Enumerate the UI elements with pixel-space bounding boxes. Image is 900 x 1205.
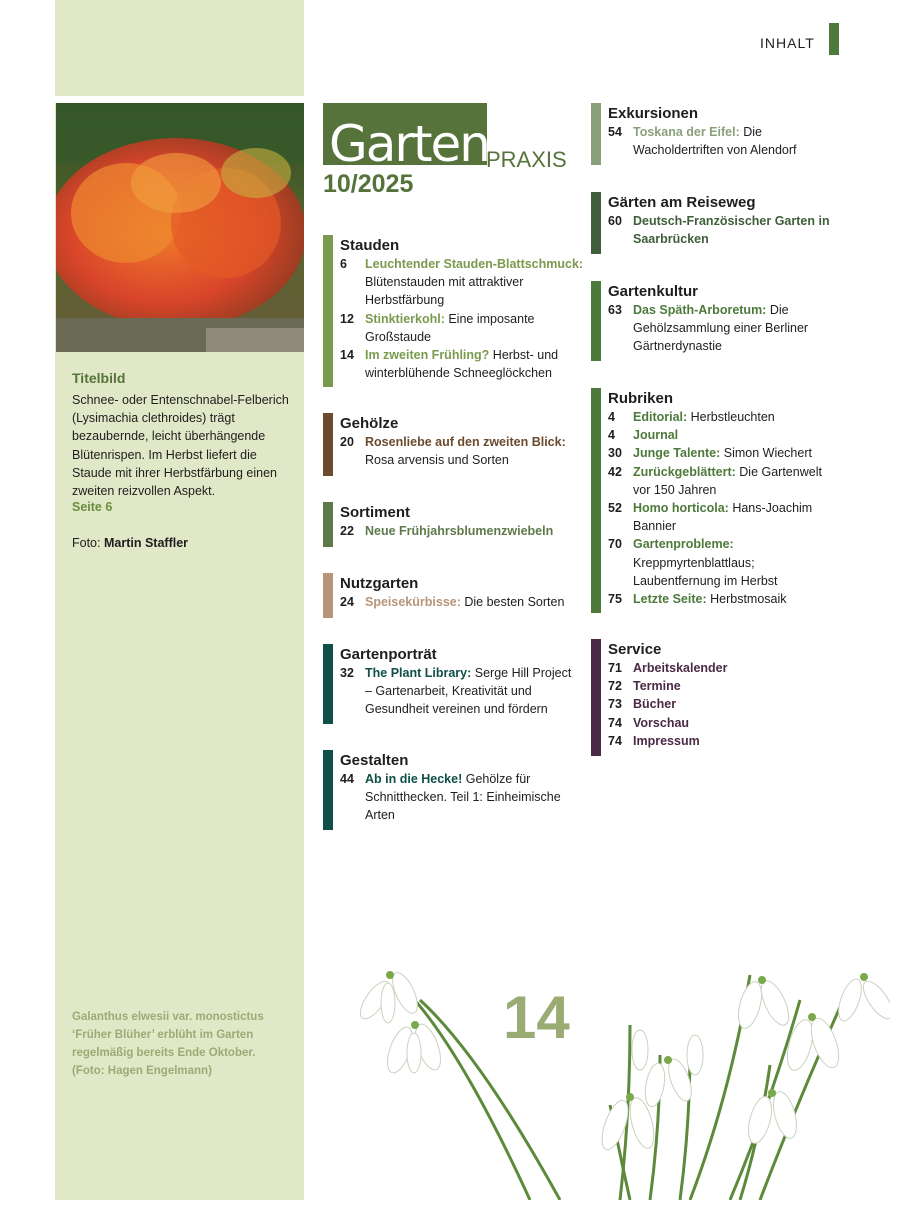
toc-article-title: Termine [633, 679, 681, 694]
issue-number: 10/2025 [323, 170, 414, 198]
section-color-bar [591, 103, 601, 165]
toc-article-description: Herbstmosaik [706, 592, 787, 607]
credit-label: Foto: [72, 536, 101, 550]
toc-page-number: 72 [608, 679, 622, 694]
section-title: Stauden [340, 237, 400, 254]
toc-article-description: Kreppmyrtenblattlaus; Laubentfernung im Herbst [633, 555, 778, 588]
section-marker [829, 23, 839, 55]
toc-page-number: 74 [608, 715, 622, 730]
toc-entry[interactable] [608, 732, 848, 750]
toc-entry[interactable] [608, 590, 838, 608]
toc-entry[interactable] [608, 499, 838, 535]
toc-entry[interactable] [608, 535, 838, 590]
section-color-bar [323, 644, 333, 724]
toc-page-number: 20 [340, 435, 354, 449]
toc-page-number: 73 [608, 697, 622, 712]
section-title: Gartenporträt [340, 646, 437, 663]
toc-entry[interactable] [340, 770, 590, 825]
section-title: Service [608, 641, 662, 658]
page-number: 14 [503, 984, 570, 1051]
toc-article-title: Editorial: [633, 410, 688, 424]
section-nutzgarten [323, 573, 590, 618]
toc-entry[interactable] [340, 310, 585, 346]
toc-article-title: Das Späth-Arboretum: [633, 303, 767, 317]
toc-article-title: Neue Frühjahrsblumenzwiebeln [365, 524, 554, 538]
toc-article-title: Leuchtender Stauden-Blattschmuck: [365, 257, 584, 271]
section-title: Gartenkultur [608, 283, 699, 300]
section-gartenportraet [323, 644, 580, 724]
toc-page-number: 42 [608, 464, 622, 479]
toc-article-description: Die Gartenwelt vor 150 Jahren [633, 464, 822, 497]
toc-page-number: 12 [340, 311, 354, 326]
cover-description: Schnee- oder Entenschnabel-Felberich (Lysimachia clethroides) trägt bezaubernde, leicht überhängende Blütenrispen. Im Herbst liefert die Staude mit ihrer Herbstfärbung einen zweiten reizvollen Aspekt. [72, 393, 289, 499]
toc-entry[interactable] [608, 677, 848, 695]
section-exkursionen [591, 103, 853, 165]
toc-page-number: 30 [608, 446, 622, 461]
toc-article-description: Serge Hill Project – Gartenarbeit, Kreativität und Gesundheit vereinen und fördern [365, 666, 572, 717]
toc-article-description: Die Wacholdertriften von Alendorf [633, 125, 797, 158]
toc-entry[interactable] [340, 255, 585, 310]
toc-article-title: Arbeitskalender [633, 661, 728, 675]
toc-page-number: 75 [608, 592, 622, 607]
cover-photo-credit [72, 536, 188, 550]
section-color-bar [591, 388, 601, 613]
toc-page-number: 71 [608, 661, 622, 675]
section-color-bar [323, 502, 333, 547]
toc-article-title: Impressum [633, 733, 700, 748]
section-color-bar [323, 750, 333, 830]
toc-article-description: Blütenstauden mit attraktiver Herbstfärbung [365, 275, 524, 308]
toc-page-number: 24 [340, 595, 354, 609]
cover-title: Titelbild [72, 370, 126, 386]
toc-page-number: 6 [340, 257, 347, 271]
toc-article-description: Simon Wiechert [720, 446, 812, 461]
toc-article-title: Speisekürbisse: [365, 595, 461, 609]
toc-entry[interactable] [340, 346, 585, 382]
toc-article-description: Herbst- und winterblühende Schneeglöckchen [365, 348, 559, 381]
toc-entry[interactable] [608, 444, 838, 462]
section-color-bar [323, 413, 333, 476]
toc-article-title: Gartenprobleme: [633, 537, 734, 552]
toc-page-number: 54 [608, 125, 622, 139]
section-rubriken [591, 388, 838, 613]
section-title: Gehölze [340, 415, 399, 432]
toc-article-description: Hans-Joachim Bannier [633, 501, 813, 534]
logo-praxis: PRAXIS [486, 147, 567, 172]
toc-page-number: 52 [608, 501, 622, 516]
toc-page-number: 74 [608, 733, 622, 748]
section-stauden [323, 235, 585, 387]
toc-page-number: 22 [340, 524, 354, 538]
section-service [591, 639, 848, 756]
toc-article-title: Ab in die Hecke! [365, 772, 463, 786]
section-title: Gärten am Reiseweg [608, 194, 756, 211]
section-title: Exkursionen [608, 105, 699, 122]
toc-entry[interactable] [608, 714, 848, 732]
toc-article-title: Rosenliebe auf den zweiten Blick: [365, 435, 566, 449]
section-gehoelze [323, 413, 590, 476]
toc-page-number: 14 [340, 348, 354, 363]
logo-garten: Garten [329, 115, 489, 173]
section-color-bar [591, 281, 601, 361]
toc-page-number: 4 [608, 410, 615, 424]
toc-entry[interactable] [340, 664, 580, 719]
toc-article-title: Vorschau [633, 715, 690, 730]
section-color-bar [591, 639, 601, 756]
section-title: Gestalten [340, 752, 409, 769]
section-gartenkultur [591, 281, 843, 361]
toc-article-title: Deutsch-Französischer Garten in Saarbrücken [633, 214, 830, 247]
section-gestalten [323, 750, 590, 830]
cover-photo [56, 103, 304, 352]
toc-article-title: The Plant Library: [365, 666, 472, 680]
toc-entry[interactable] [340, 433, 590, 469]
credit-name: Martin Staffler [103, 536, 189, 550]
toc-article-description: Die besten Sorten [460, 595, 565, 609]
section-sortiment [323, 502, 590, 547]
toc-article-title: Toskana der Eifel: [633, 125, 740, 139]
snowdrops-illustration [330, 945, 890, 1205]
sidebar-divider [55, 96, 304, 103]
toc-article-title: Letzte Seite: [633, 592, 707, 607]
toc-article-title: Junge Talente: [633, 446, 721, 461]
section-gaerten-am-reiseweg [591, 192, 853, 254]
toc-entry[interactable] [608, 426, 838, 444]
toc-page-number: 60 [608, 214, 622, 228]
toc-entry[interactable] [608, 408, 838, 426]
toc-entry[interactable] [608, 463, 838, 499]
snowdrop-caption: Galanthus elwesii var. monostictus ‘Früher Blüher’ erblüht im Garten regelmäßig bereits Ende Oktober. (Foto: Hagen Engelmann) [72, 1011, 264, 1077]
toc-page-number: 70 [608, 537, 622, 552]
section-label: INHALT [760, 35, 815, 51]
toc-page-number: 63 [608, 303, 622, 317]
section-color-bar [323, 235, 333, 387]
cover-page-reference[interactable]: Seite 6 [72, 500, 113, 514]
toc-entry[interactable] [608, 301, 843, 356]
section-title: Rubriken [608, 390, 674, 407]
toc-entry[interactable] [608, 695, 848, 713]
toc-article-description: Herbstleuchten [687, 410, 775, 424]
toc-entry[interactable] [608, 212, 853, 248]
section-color-bar [323, 573, 333, 618]
toc-article-title: Zurückgeblättert: [633, 464, 736, 479]
section-title: Nutzgarten [340, 575, 419, 592]
toc-article-title: Bücher [633, 697, 677, 712]
toc-entry[interactable] [340, 593, 590, 611]
toc-article-title: Journal [633, 428, 679, 443]
toc-entry[interactable] [608, 659, 848, 677]
toc-entry[interactable] [340, 522, 590, 540]
toc-article-description: Gehölze für Schnitthecken. Teil 1: Einheimische Arten [365, 772, 561, 823]
toc-article-description: Die Gehölzsammlung einer Berliner Gärtnerdynastie [633, 303, 809, 354]
toc-article-title: Homo horticola: [633, 501, 729, 516]
toc-article-title: Im zweiten Frühling? [365, 348, 490, 363]
toc-article-description: Eine imposante Großstaude [365, 311, 535, 344]
toc-entry[interactable] [608, 123, 853, 159]
toc-page-number: 44 [340, 772, 354, 786]
toc-article-title: Stinktierkohl: [365, 311, 445, 326]
section-title: Sortiment [340, 504, 411, 521]
toc-article-description: Rosa arvensis und Sorten [365, 453, 509, 468]
toc-page-number: 4 [608, 428, 615, 443]
toc-page-number: 32 [340, 666, 354, 680]
section-color-bar [591, 192, 601, 254]
